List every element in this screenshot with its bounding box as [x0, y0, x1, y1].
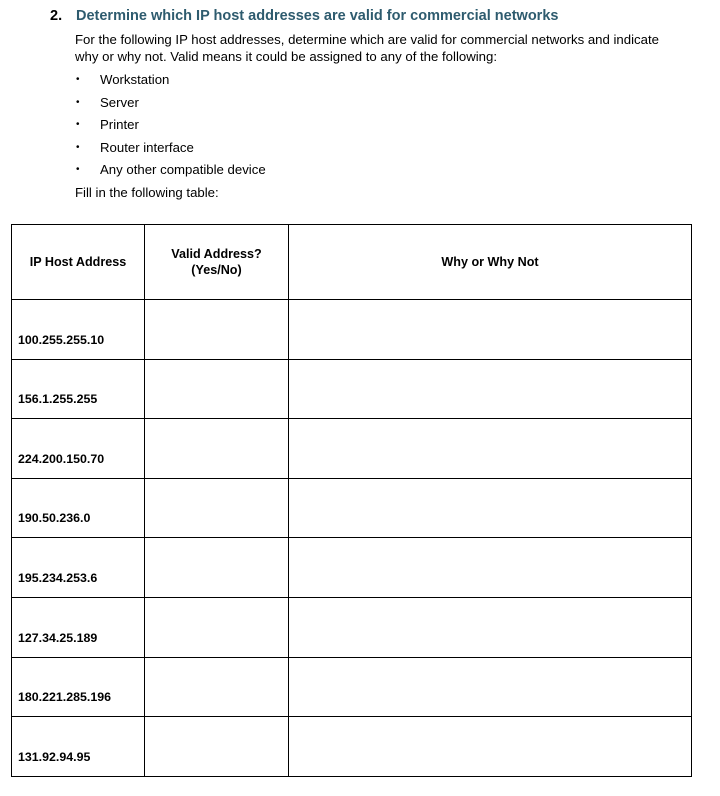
ip-address-value: 180.221.285.196: [18, 690, 112, 705]
table-row: [12, 538, 692, 598]
ip-address-value: 127.34.25.189: [18, 630, 98, 645]
why-answer-cell[interactable]: [289, 717, 692, 777]
table-row: [12, 300, 692, 360]
table-row: [12, 717, 692, 777]
why-answer-cell[interactable]: [289, 597, 692, 657]
list-item: [75, 94, 266, 117]
list-item: [75, 71, 266, 94]
header-valid-line2: (Yes/No): [191, 263, 242, 277]
ip-address-cell: [12, 538, 145, 598]
ip-address-value: 156.1.255.255: [18, 392, 98, 407]
valid-answer-cell[interactable]: [145, 717, 289, 777]
ip-address-value: 195.234.253.6: [18, 570, 98, 585]
why-answer-cell[interactable]: [289, 300, 692, 360]
bullet-icon: •: [76, 96, 80, 108]
list-item-label: Any other compatible device: [100, 162, 266, 178]
ip-address-value: 224.200.150.70: [18, 451, 105, 466]
valid-answer-cell[interactable]: [145, 597, 289, 657]
section-heading: [50, 8, 558, 24]
list-item-label: Server: [100, 94, 139, 110]
bullet-icon: •: [76, 74, 80, 85]
bullet-icon: •: [76, 119, 80, 131]
valid-answer-cell[interactable]: [145, 419, 289, 479]
device-list: [75, 71, 266, 184]
why-answer-cell[interactable]: [289, 538, 692, 598]
valid-answer-cell[interactable]: [145, 478, 289, 538]
section-title: Determine which IP host addresses are valid for commercial networks: [76, 8, 559, 24]
ip-address-cell: [12, 419, 145, 479]
bullet-icon: •: [76, 141, 80, 153]
fill-instruction: Fill in the following table:: [75, 185, 219, 200]
ip-address-value: 100.255.255.10: [18, 332, 105, 347]
table-row: [12, 419, 692, 479]
why-answer-cell[interactable]: [289, 419, 692, 479]
ip-address-cell: [12, 359, 145, 419]
table-row: [12, 597, 692, 657]
ip-address-cell: [12, 717, 145, 777]
header-ip-host-address: IP Host Address: [12, 225, 145, 300]
table-row: [12, 359, 692, 419]
header-why-or-why-not: Why or Why Not: [289, 225, 692, 300]
ip-address-cell: [12, 478, 145, 538]
valid-answer-cell[interactable]: [145, 359, 289, 419]
why-answer-cell[interactable]: [289, 359, 692, 419]
ip-address-value: 131.92.94.95: [18, 749, 91, 764]
section-number: 2.: [50, 8, 63, 24]
ip-address-cell: [12, 300, 145, 360]
header-valid-address: [145, 225, 289, 300]
why-answer-cell[interactable]: [289, 657, 692, 717]
list-item-label: Router interface: [100, 139, 194, 155]
ip-address-cell: [12, 597, 145, 657]
valid-answer-cell[interactable]: [145, 657, 289, 717]
table-row: [12, 478, 692, 538]
table-header-row: [12, 225, 692, 300]
list-item: [75, 139, 266, 162]
intro-paragraph: For the following IP host addresses, determine which are valid for commercial networks and indicate why or why not. Valid means it could be assigned to any of the following:: [75, 32, 659, 64]
table-row: [12, 657, 692, 717]
why-answer-cell[interactable]: [289, 478, 692, 538]
list-item-label: Printer: [100, 117, 139, 133]
valid-answer-cell[interactable]: [145, 538, 289, 598]
bullet-icon: •: [76, 164, 80, 176]
valid-answer-cell[interactable]: [145, 300, 289, 360]
header-valid-line1: Valid Address?: [171, 247, 262, 261]
ip-address-cell: [12, 657, 145, 717]
ip-address-value: 190.50.236.0: [18, 511, 91, 526]
list-item-label: Workstation: [100, 72, 170, 87]
list-item: [75, 116, 266, 139]
list-item: [75, 161, 266, 184]
ip-address-table: [11, 224, 692, 777]
